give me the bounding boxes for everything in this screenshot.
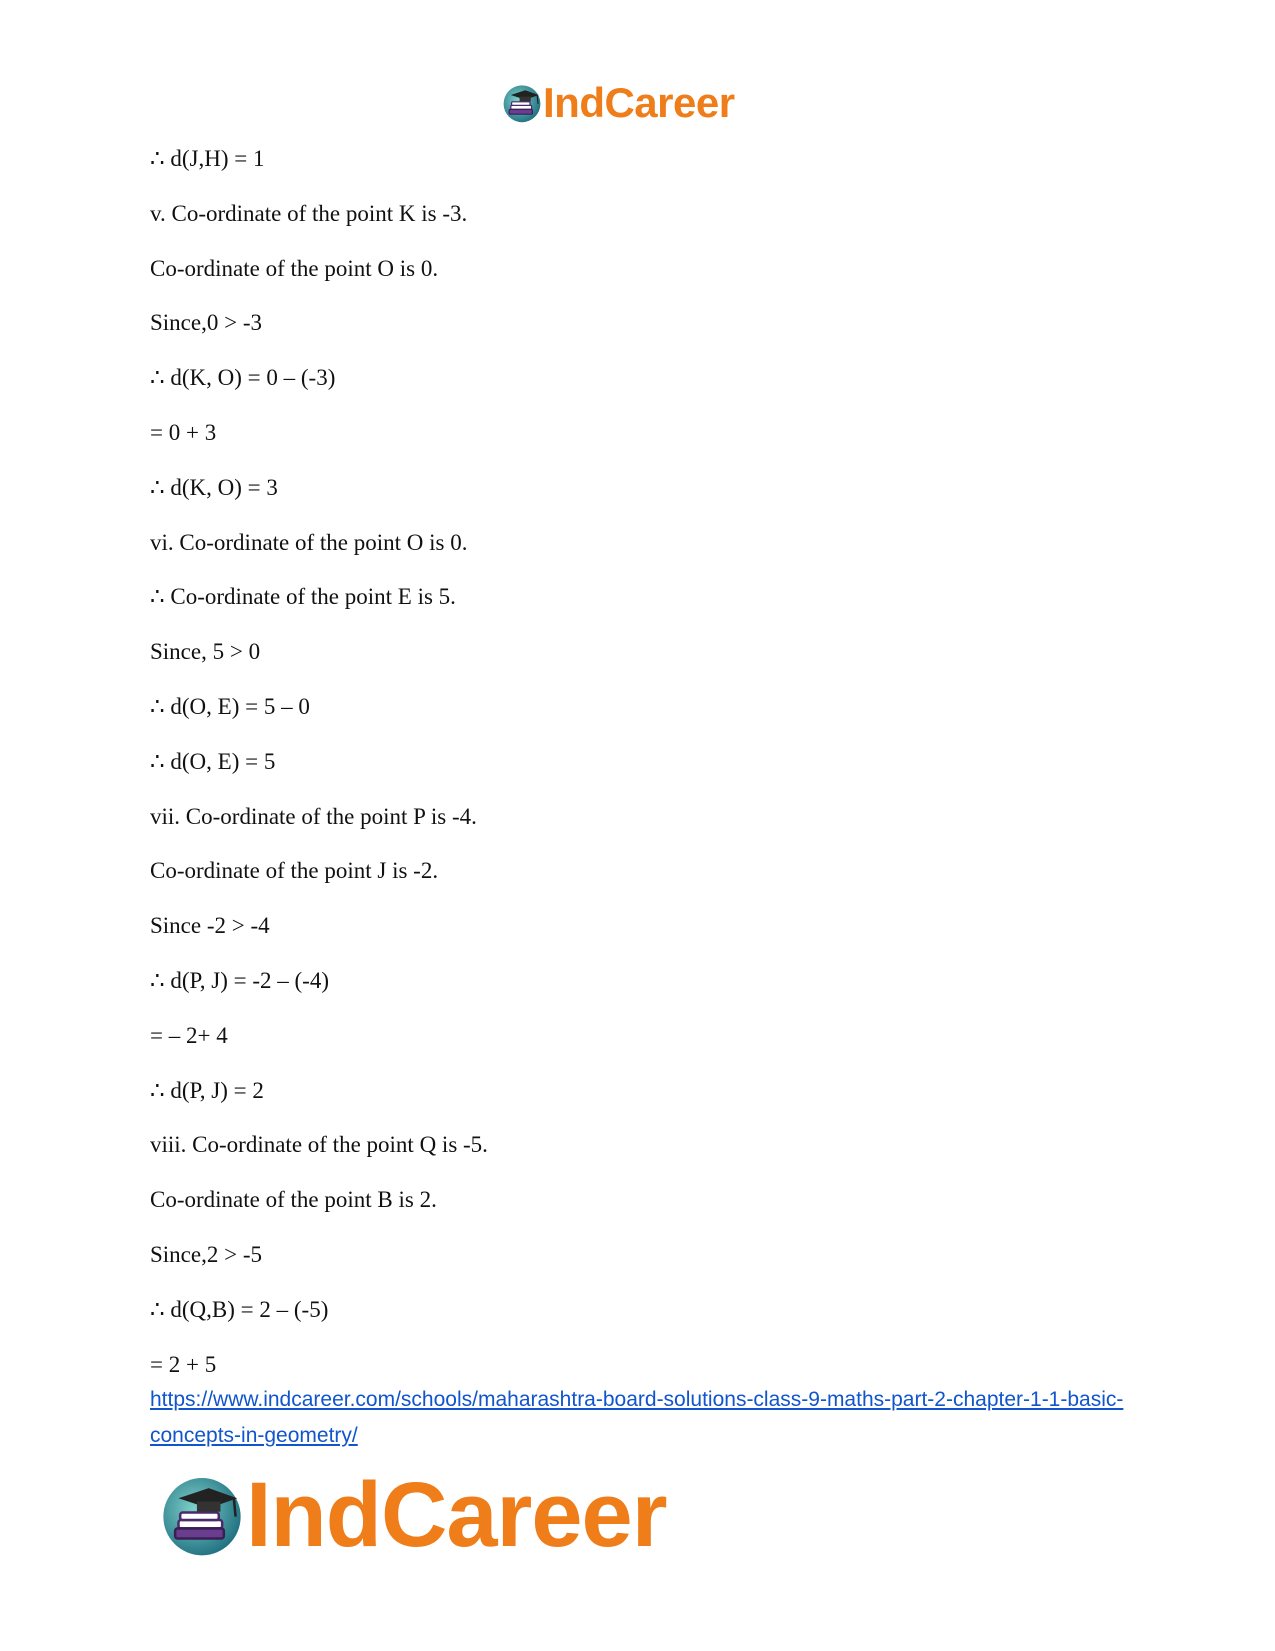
- graduation-cap-books-icon: [502, 83, 542, 123]
- logo-wordmark: IndCareer: [543, 79, 735, 126]
- text-line: Since,0 > -3: [150, 310, 262, 336]
- footer-logo: [160, 1465, 667, 1565]
- text-line: viii. Co-ordinate of the point Q is -5.: [150, 1132, 488, 1158]
- text-line: ∴ d(Q,B) = 2 – (-5): [150, 1296, 329, 1322]
- text-line: ∴ d(P, J) = 2: [150, 1077, 264, 1103]
- text-line: ∴ Co-ordinate of the point E is 5.: [150, 584, 456, 610]
- text-line: = 0 + 3: [150, 419, 217, 445]
- logo-wordmark: IndCareer: [246, 1463, 667, 1566]
- text-line: vii. Co-ordinate of the point P is -4.: [150, 803, 477, 829]
- header-logo: [502, 80, 735, 126]
- graduation-cap-books-icon: [160, 1473, 244, 1557]
- text-line: = – 2+ 4: [150, 1022, 228, 1048]
- text-line: ∴ d(K, O) = 3: [150, 474, 278, 500]
- text-line: v. Co-ordinate of the point K is -3.: [150, 200, 468, 226]
- source-url-link[interactable]: https://www.indcareer.com/schools/maharashtra-board-solutions-class-9-maths-part-2-chapter-1-1-basic-concepts-in-geometry/: [150, 1388, 1124, 1447]
- solution-text: [150, 144, 1150, 1404]
- text-line: Since -2 > -4: [150, 913, 270, 939]
- text-line: Since, 5 > 0: [150, 639, 261, 665]
- text-line: ∴ d(P, J) = -2 – (-4): [150, 967, 330, 993]
- text-line: = 2 + 5: [150, 1351, 217, 1377]
- text-line: ∴ d(O, E) = 5: [150, 748, 276, 774]
- text-line: Co-ordinate of the point B is 2.: [150, 1187, 437, 1213]
- text-line: vi. Co-ordinate of the point O is 0.: [150, 529, 468, 555]
- text-line: ∴ d(O, E) = 5 – 0: [150, 693, 310, 719]
- text-line: ∴ d(J,H) = 1: [150, 146, 265, 171]
- text-line: ∴ d(K, O) = 0 – (-3): [150, 365, 336, 391]
- text-line: Co-ordinate of the point J is -2.: [150, 858, 439, 884]
- text-line: Co-ordinate of the point O is 0.: [150, 255, 439, 281]
- text-line: Since,2 > -5: [150, 1241, 262, 1267]
